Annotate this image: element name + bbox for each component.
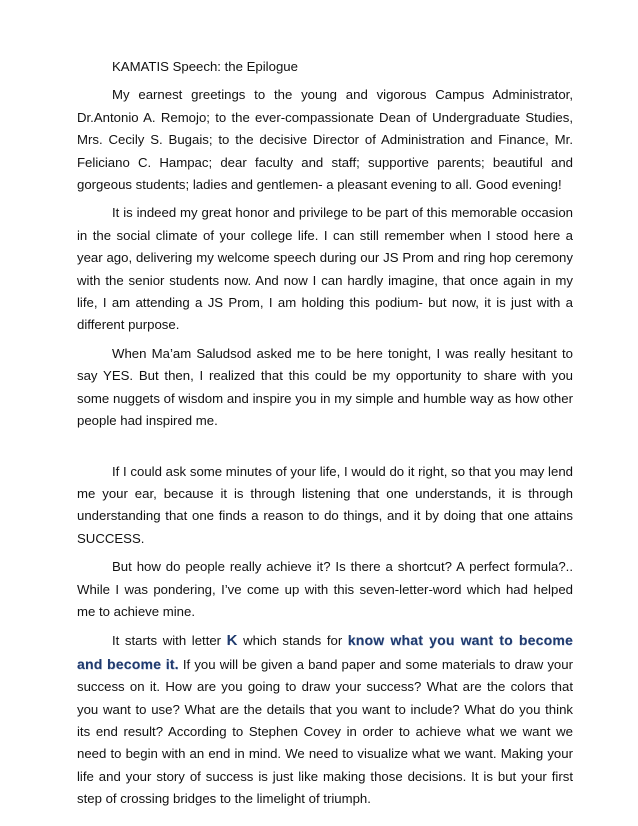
- speech-document: [77, 56, 573, 817]
- paragraph-greetings: My earnest greetings to the young and vigorous Campus Administrator, Dr.Antonio A. Remojo; to the ever-compassionate Dean of Undergraduate Studies, Mrs. Cecily S. Bugais; to the decisive Director of Administration and Finance, Mr. Feliciano C. Hampac; dear faculty and staff; supportive parents; beautiful and gorgeous students; ladies and gentlemen- a pleasant evening to all. Good evening!: [77, 87, 573, 193]
- paragraph-k-rest: If you will be given a band paper and some materials to draw your success on it. How are you going to draw your success? What are the colors that you want to use? What are the details that you want to include? What do you think its end result? According to Stephen Covey in order to achieve what we want we need to begin with an end in mind. We need to visualize what we want. Making your life and your story of success is just like making those decisions. It is but your first step of crossing bridges to the limelight of triumph.: [77, 656, 573, 807]
- highlight-phrase: know what you want to become and become it.: [77, 632, 573, 672]
- paragraph-honor: It is indeed my great honor and privilege to be part of this memorable occasion in the social climate of your college life. I can still remember when I stood here a year ago, delivering my welcome speech during our JS Prom and ring hop ceremony with the senior students now. And now I can hardly imagine, that once again in my life, I am attending a JS Prom, I am holding this podium- but now, it is just with a different purpose.: [77, 205, 573, 333]
- paragraph-letter-k: [77, 629, 573, 810]
- paragraph-invitation: When Ma’am Saludsod asked me to be here tonight, I was really hesitant to say YES. But then, I realized that this could be my opportunity to share with you some nuggets of wisdom and inspire you in my simple and humble way as how other people had inspired me.: [77, 345, 573, 429]
- paragraph-how-achieve: But how do people really achieve it? Is there a shortcut? A perfect formula?.. While I was pondering, I’ve come up with this seven-letter-word which had helped me to achieve mine.: [77, 559, 573, 619]
- document-title: KAMATIS Speech: the Epilogue: [112, 59, 298, 74]
- letter-k: K: [226, 632, 238, 650]
- paragraph-listening: If I could ask some minutes of your life, I would do it right, so that you may lend me your ear, because it is through listening that one understands, it is through understanding that one finds a reason to do things, and it by doing that one attains SUCCESS.: [77, 463, 573, 546]
- paragraph-k-intro: It starts with letter: [112, 633, 227, 649]
- paragraph-k-middle: which stands for: [237, 633, 348, 649]
